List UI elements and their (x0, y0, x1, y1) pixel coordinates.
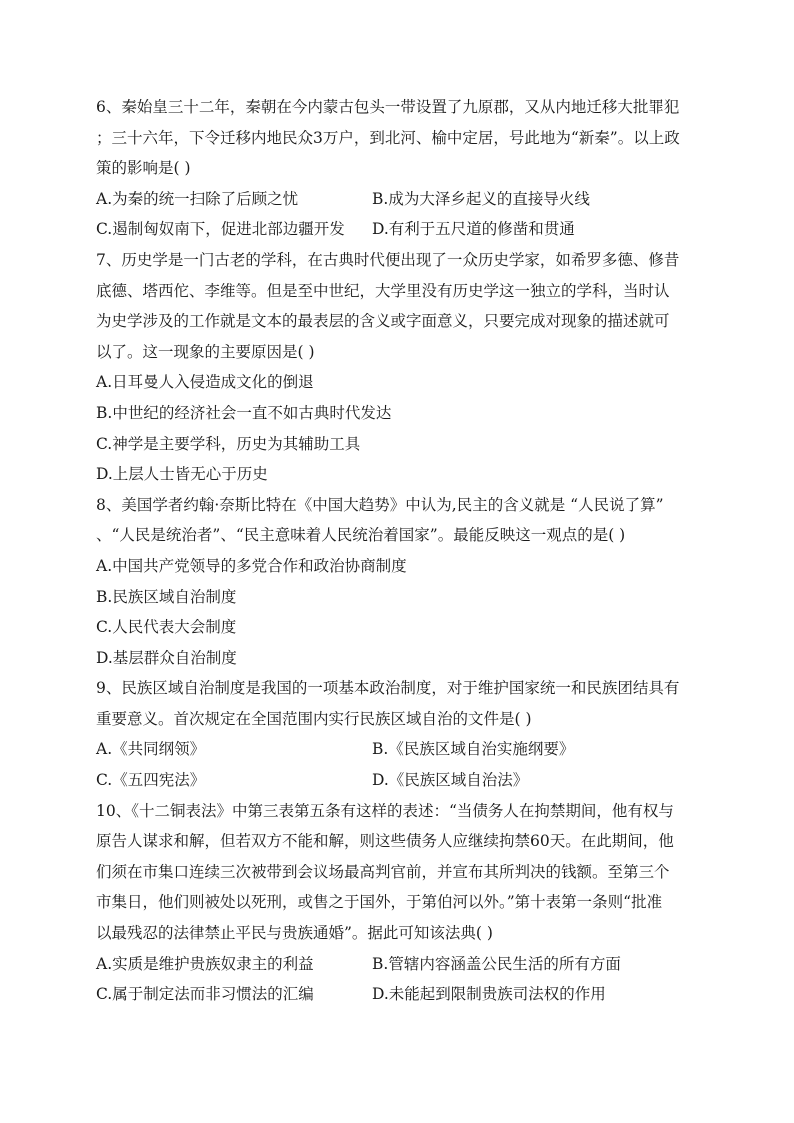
question-10 (96, 796, 700, 1010)
question-stem-line: ；三十六年，下令迁移内地民众3万户，到北河、榆中定居，号此地为“新秦”。以上政 (96, 128, 680, 147)
question-stem-line: 以最残忍的法律禁止平民与贵族通婚”。据此可知该法典( ) (96, 924, 493, 943)
question-stem-line: 底德、塔西佗、李维等。但是至中世纪，大学里没有历史学这一独立的学科，当时认 (96, 281, 670, 300)
option-d: D.上层人士皆无心于历史 (96, 465, 268, 484)
option-row (96, 184, 700, 215)
question-6 (96, 92, 700, 245)
option-c: C.神学是主要学科，历史为其辅助工具 (96, 434, 361, 453)
option-b: B.管辖内容涵盖公民生活的所有方面 (372, 954, 621, 973)
option-row (96, 979, 700, 1010)
question-stem-line: 重要意义。首次规定在全国范围内实行民族区域自治的文件是( ) (96, 709, 532, 728)
option-b: B.民族区域自治制度 (96, 587, 237, 606)
option-row (96, 214, 700, 245)
option-b: B.成为大泽乡起义的直接导火线 (372, 189, 590, 208)
option-a: A.日耳曼人入侵造成文化的倒退 (96, 373, 314, 392)
option-row (96, 765, 700, 796)
question-stem-line: 6、秦始皇三十二年，秦朝在今内蒙古包头一带设置了九原郡，又从内地迁移大批罪犯 (96, 98, 680, 116)
option-d: D.未能起到限制贵族司法权的作用 (372, 985, 606, 1004)
question-stem-line: 策的影响是( ) (96, 159, 191, 178)
option-a: A.为秦的统一扫除了后顾之忧 (96, 189, 299, 208)
question-stem-line: 10、《十二铜表法》中第三表第五条有这样的表述：“当债务人在拘禁期间，他有权与 (96, 801, 674, 820)
option-a: A.《共同纲领》 (96, 740, 206, 759)
question-stem-line: 为史学涉及的工作就是文本的最表层的含义或字面意义，只要完成对现象的描述就可 (96, 312, 670, 331)
question-stem-line: 、“人民是统治者”、“民主意味着人民统治着国家”。最能反映这一观点的是( ) (96, 526, 626, 545)
option-row (96, 949, 700, 980)
question-stem-line: 市集日，他们则被处以死刑，或售之于国外，于第伯河以外。”第十表第一条则“批准 (96, 893, 663, 912)
question-stem-line: 9、民族区域自治制度是我国的一项基本政治制度，对于维护国家统一和民族团结具有 (96, 679, 680, 698)
option-c: C.属于制定法而非习惯法的汇编 (96, 985, 314, 1004)
question-stem-line: 8、美国学者约翰·奈斯比特在《中国大趋势》中认为,民主的含义就是 “人民说了算” (96, 495, 664, 514)
question-stem-line: 们须在市集口连续三次被带到会议场最高判官前，并宣布其所判决的钱额。至第三个 (96, 862, 670, 881)
option-b: B.《民族区域自治实施纲要》 (372, 740, 575, 759)
question-9 (96, 673, 700, 795)
question-stem-line: 原告人谋求和解，但若双方不能和解，则这些债务人应继续拘禁60天。在此期间，他 (96, 832, 674, 851)
option-c: C.《五四宪法》 (96, 771, 206, 790)
option-c: C.人民代表大会制度 (96, 618, 237, 637)
option-d: D.有利于五尺道的修凿和贯通 (372, 220, 575, 239)
question-7 (96, 245, 700, 490)
question-stem-line: 以了。这一现象的主要原因是( ) (96, 342, 315, 361)
option-a: A.实质是维护贵族奴隶主的利益 (96, 954, 314, 973)
question-stem-line: 7、历史学是一门古老的学科，在古典时代便出现了一众历史学家，如希罗多德、修昔 (96, 250, 680, 269)
option-a: A.中国共产党领导的多党合作和政治协商制度 (96, 556, 407, 575)
option-c: C.遏制匈奴南下，促进北部边疆开发 (96, 220, 345, 239)
exam-page (96, 92, 700, 1010)
question-8 (96, 490, 700, 674)
option-d: D.基层群众自治制度 (96, 648, 237, 667)
option-row (96, 734, 700, 765)
option-b: B.中世纪的经济社会一直不如古典时代发达 (96, 403, 392, 422)
option-d: D.《民族区域自治法》 (372, 771, 529, 790)
